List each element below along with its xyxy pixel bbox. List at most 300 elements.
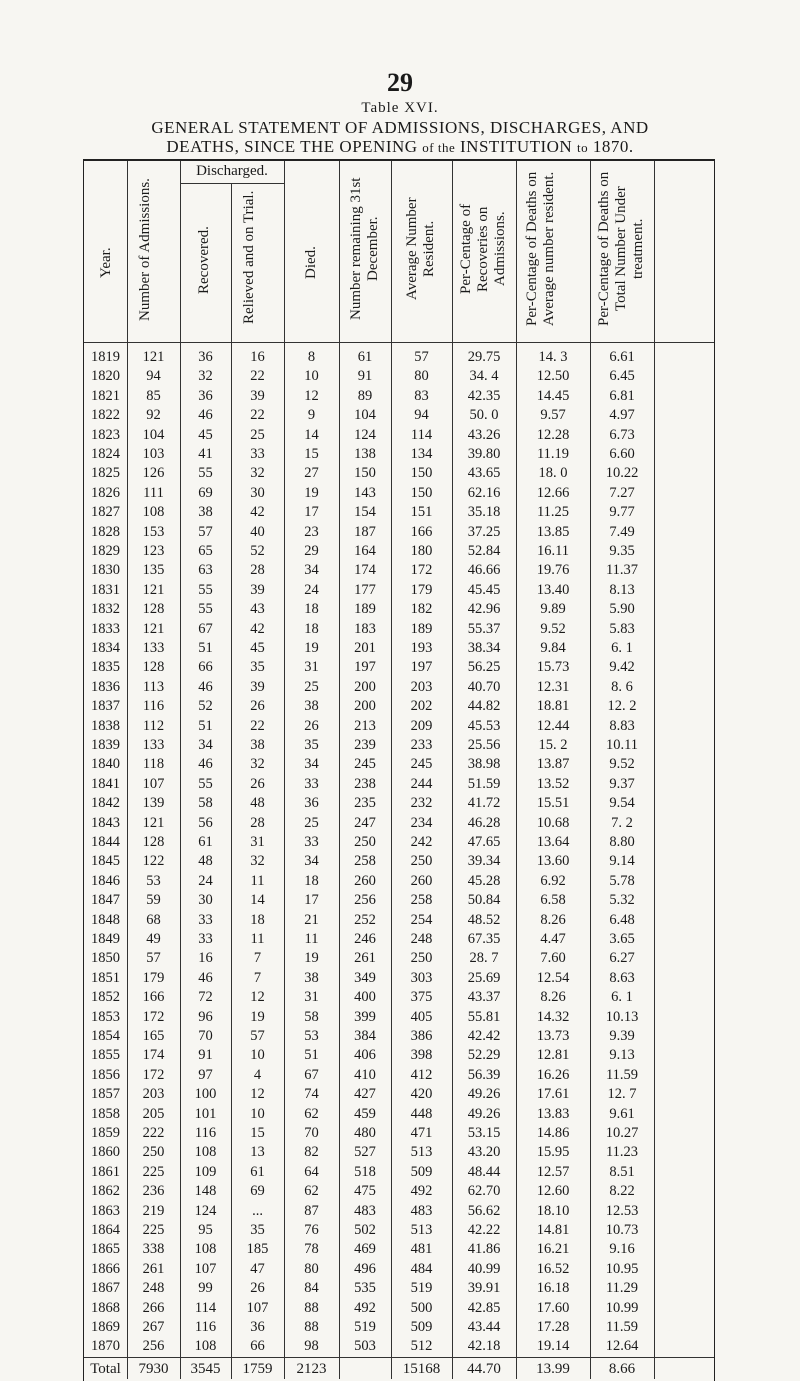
- cell-average-resident: 492: [410, 1183, 433, 1200]
- cell-remaining: 252: [354, 911, 376, 928]
- cell-average-resident: 134: [410, 446, 433, 462]
- cell-relieved: 12: [250, 1086, 265, 1103]
- table-row: [84, 1220, 714, 1240]
- cell-pct-deaths-total: 12.53: [605, 1202, 639, 1219]
- cell-pct-deaths-total: 9.77: [609, 504, 635, 521]
- cell-died: 80: [304, 1260, 319, 1277]
- cell-died: 36: [304, 795, 319, 812]
- cell-pct-deaths-total: 9.52: [609, 756, 635, 773]
- cell-pct-deaths-total: 11.29: [605, 1280, 639, 1297]
- cell-recovered: 124: [194, 1202, 217, 1219]
- cell-pct-deaths-total: 8.80: [609, 834, 635, 850]
- cell-pct-recoveries: 49.26: [467, 1086, 501, 1103]
- cell-remaining: 527: [354, 1144, 376, 1161]
- cell-recovered: 41: [198, 446, 213, 462]
- cell-remaining: 247: [354, 814, 376, 831]
- table-heading-line2: [20, 138, 780, 155]
- total-cell-average-resident: 15168: [402, 1361, 441, 1377]
- cell-relieved: 16: [250, 349, 265, 365]
- cell-pct-recoveries: 25.56: [467, 737, 501, 753]
- cell-pct-deaths-total: 11.59: [605, 1066, 639, 1083]
- cell-pct-deaths-total: 10.73: [605, 1222, 639, 1238]
- cell-relieved: 69: [250, 1183, 265, 1200]
- cell-relieved: 28: [250, 562, 265, 579]
- cell-relieved: 33: [250, 446, 265, 462]
- cell-admissions: 122: [142, 853, 165, 870]
- cell-admissions: 68: [146, 911, 161, 928]
- cell-remaining: 400: [354, 989, 376, 1006]
- cell-pct-deaths-average: 6.92: [540, 872, 566, 889]
- cell-died: 34: [304, 562, 319, 579]
- cell-died: 14: [304, 426, 319, 443]
- cell-pct-recoveries: 52.29: [467, 1047, 501, 1064]
- table-row: [84, 502, 714, 522]
- cell-year: 1863: [91, 1202, 120, 1219]
- total-row: [84, 1359, 714, 1379]
- cell-average-resident: 303: [410, 969, 433, 986]
- cell-average-resident: 448: [410, 1105, 433, 1122]
- cell-pct-recoveries: 37.25: [467, 523, 501, 540]
- cell-pct-deaths-average: 16.26: [536, 1066, 570, 1083]
- cell-average-resident: 405: [410, 1008, 433, 1025]
- cell-died: 10: [304, 368, 319, 385]
- cell-admissions: 85: [146, 387, 161, 404]
- table-label-text: Table XVI.: [361, 100, 439, 116]
- cell-remaining: 213: [354, 717, 376, 734]
- cell-pct-deaths-average: 15.95: [536, 1144, 570, 1161]
- cell-relieved: 13: [250, 1144, 265, 1161]
- header-pct-recoveries: Per-Centage of Recoveries on Admissions.: [458, 203, 508, 295]
- cell-recovered: 24: [198, 872, 213, 889]
- cell-remaining: 483: [354, 1202, 376, 1219]
- cell-pct-recoveries: 53.15: [467, 1125, 501, 1141]
- total-cell-pct-recoveries: 44.70: [467, 1361, 501, 1377]
- cell-pct-deaths-average: 13.40: [536, 581, 570, 598]
- cell-pct-recoveries: 35.18: [467, 504, 501, 521]
- cell-pct-recoveries: 55.37: [467, 620, 501, 637]
- cell-relieved: 42: [250, 504, 265, 521]
- cell-admissions: 222: [142, 1125, 165, 1141]
- cell-relieved: 36: [250, 1319, 265, 1335]
- cell-admissions: 108: [142, 504, 165, 521]
- cell-admissions: 118: [142, 756, 165, 773]
- header-rule: [84, 342, 714, 343]
- cell-average-resident: 166: [410, 523, 433, 540]
- cell-pct-deaths-total: 6.73: [609, 426, 635, 443]
- cell-remaining: 189: [354, 601, 376, 618]
- cell-year: 1862: [91, 1183, 120, 1200]
- cell-relieved: 7: [253, 969, 262, 986]
- cell-died: 25: [304, 814, 319, 831]
- cell-pct-deaths-average: 6.58: [540, 892, 566, 909]
- table-row: [84, 1142, 714, 1162]
- table-row: [84, 948, 714, 968]
- cell-pct-deaths-total: 10.95: [605, 1260, 639, 1277]
- cell-pct-deaths-average: 16.11: [536, 543, 570, 559]
- cell-pct-recoveries: 43.37: [467, 989, 501, 1006]
- cell-year: 1835: [91, 659, 120, 676]
- cell-recovered: 36: [198, 387, 213, 404]
- cell-average-resident: 513: [410, 1222, 433, 1238]
- cell-admissions: 59: [146, 892, 161, 909]
- cell-average-resident: 180: [410, 543, 433, 559]
- cell-average-resident: 250: [410, 950, 433, 967]
- table-row: [84, 405, 714, 425]
- cell-pct-deaths-average: 13.64: [536, 834, 570, 850]
- cell-died: 98: [304, 1338, 319, 1355]
- cell-recovered: 99: [198, 1280, 213, 1297]
- cell-pct-recoveries: 56.25: [467, 659, 501, 676]
- cell-pct-deaths-total: 6.61: [609, 349, 635, 365]
- header-recovered: Recovered.: [196, 226, 212, 294]
- cell-pct-deaths-total: 10.22: [605, 465, 639, 482]
- cell-admissions: 111: [143, 484, 164, 501]
- cell-died: 18: [304, 872, 319, 889]
- cell-pct-deaths-total: 8.63: [609, 969, 635, 986]
- cell-died: 33: [304, 775, 319, 792]
- cell-year: 1820: [91, 368, 120, 385]
- cell-pct-deaths-average: 14.32: [536, 1008, 570, 1025]
- cell-died: 8: [307, 349, 316, 365]
- table-row: [84, 1278, 714, 1298]
- cell-admissions: 236: [142, 1183, 165, 1200]
- table-row: [84, 1298, 714, 1318]
- cell-died: 31: [304, 659, 319, 676]
- cell-year: 1842: [91, 795, 120, 812]
- header-died: Died.: [303, 246, 319, 280]
- cell-pct-recoveries: 43.44: [467, 1319, 501, 1335]
- cell-pct-deaths-total: 3.65: [609, 931, 635, 947]
- cell-year: 1845: [91, 853, 120, 870]
- cell-pct-deaths-average: 8.26: [540, 911, 566, 928]
- cell-recovered: 108: [194, 1144, 217, 1161]
- cell-died: 33: [304, 834, 319, 850]
- cell-pct-deaths-average: 14.45: [536, 387, 570, 404]
- cell-died: 84: [304, 1280, 319, 1297]
- cell-average-resident: 83: [414, 387, 429, 404]
- header-year: Year.: [98, 247, 114, 279]
- cell-recovered: 114: [194, 1299, 217, 1316]
- cell-recovered: 34: [198, 737, 213, 753]
- table-row: [84, 1201, 714, 1221]
- cell-admissions: 121: [142, 349, 165, 365]
- cell-pct-deaths-total: 6.81: [609, 387, 635, 404]
- cell-average-resident: 233: [410, 737, 433, 753]
- cell-relieved: 26: [250, 1280, 265, 1297]
- cell-year: 1861: [91, 1163, 120, 1180]
- cell-pct-deaths-total: 8.13: [609, 581, 635, 598]
- cell-died: 67: [304, 1066, 319, 1083]
- cell-year: 1860: [91, 1144, 120, 1161]
- cell-died: 23: [304, 523, 319, 540]
- cell-recovered: 58: [198, 795, 213, 812]
- cell-pct-deaths-average: 16.52: [536, 1260, 570, 1277]
- header-remaining: Number remaining 31st December.: [348, 177, 381, 321]
- cell-pct-deaths-total: 11.59: [605, 1319, 639, 1335]
- cell-admissions: 267: [142, 1319, 165, 1335]
- cell-pct-deaths-total: 9.37: [609, 775, 635, 792]
- cell-year: 1833: [91, 620, 120, 637]
- cell-pct-deaths-total: 7.49: [609, 523, 635, 540]
- table-row: [84, 1239, 714, 1259]
- cell-average-resident: 260: [410, 872, 433, 889]
- cell-pct-recoveries: 67.35: [467, 931, 501, 947]
- cell-died: 62: [304, 1105, 319, 1122]
- cell-relieved: 40: [250, 523, 265, 540]
- cell-died: 21: [304, 911, 319, 928]
- cell-admissions: 135: [142, 562, 165, 579]
- cell-pct-deaths-average: 12.54: [536, 969, 570, 986]
- cell-recovered: 36: [198, 349, 213, 365]
- cell-average-resident: 512: [410, 1338, 433, 1355]
- cell-average-resident: 209: [410, 717, 433, 734]
- cell-died: 74: [304, 1086, 319, 1103]
- cell-pct-deaths-total: 5.32: [609, 892, 635, 909]
- table-row: [84, 832, 714, 852]
- cell-admissions: 219: [142, 1202, 165, 1219]
- cell-pct-deaths-average: 12.57: [536, 1163, 570, 1180]
- cell-pct-recoveries: 47.65: [467, 834, 501, 850]
- cell-remaining: 245: [354, 756, 376, 773]
- cell-pct-recoveries: 42.42: [467, 1028, 501, 1044]
- cell-admissions: 107: [142, 775, 165, 792]
- table-row: [84, 1181, 714, 1201]
- cell-average-resident: 500: [410, 1299, 433, 1316]
- cell-year: 1870: [91, 1338, 120, 1355]
- cell-relieved: 47: [250, 1260, 265, 1277]
- table-row: [84, 386, 714, 406]
- cell-relieved: 22: [250, 368, 265, 385]
- cell-pct-deaths-total: 12. 2: [607, 698, 637, 715]
- cell-recovered: 46: [198, 969, 213, 986]
- cell-relieved: 10: [250, 1105, 265, 1122]
- cell-admissions: 225: [142, 1163, 165, 1180]
- cell-pct-deaths-total: 11.37: [605, 562, 639, 579]
- cell-admissions: 261: [142, 1260, 165, 1277]
- cell-died: 12: [304, 387, 319, 404]
- table-row: [84, 1162, 714, 1182]
- cell-average-resident: 398: [410, 1047, 433, 1064]
- cell-pct-recoveries: 39.34: [467, 853, 501, 870]
- cell-pct-deaths-total: 7. 2: [611, 814, 633, 831]
- cell-pct-deaths-total: 9.35: [609, 543, 635, 559]
- cell-remaining: 197: [354, 659, 376, 676]
- cell-died: 27: [304, 465, 319, 482]
- cell-year: 1837: [91, 698, 120, 715]
- cell-pct-deaths-average: 8.26: [540, 989, 566, 1006]
- cell-year: 1832: [91, 601, 120, 618]
- cell-died: 38: [304, 698, 319, 715]
- cell-pct-deaths-total: 8.83: [609, 717, 635, 734]
- cell-pct-deaths-average: 18.81: [536, 698, 570, 715]
- table-row: [84, 425, 714, 445]
- cell-relieved: 4: [253, 1066, 262, 1083]
- discharged-rule: [180, 183, 284, 184]
- cell-average-resident: 57: [414, 349, 429, 365]
- cell-year: 1851: [91, 969, 120, 986]
- cell-recovered: 100: [194, 1086, 217, 1103]
- cell-average-resident: 250: [410, 853, 433, 870]
- cell-relieved: 25: [250, 426, 265, 443]
- cell-pct-recoveries: 48.44: [467, 1163, 501, 1180]
- cell-pct-deaths-total: 9.39: [609, 1028, 635, 1044]
- table-row: [84, 599, 714, 619]
- cell-pct-recoveries: 44.82: [467, 698, 501, 715]
- cell-died: 18: [304, 601, 319, 618]
- cell-admissions: 92: [146, 407, 161, 424]
- cell-pct-recoveries: 42.85: [467, 1299, 501, 1316]
- cell-remaining: 260: [354, 872, 376, 889]
- cell-pct-deaths-total: 6.45: [609, 368, 635, 385]
- cell-admissions: 123: [142, 543, 165, 559]
- cell-average-resident: 193: [410, 640, 433, 656]
- cell-average-resident: 481: [410, 1241, 433, 1258]
- cell-pct-deaths-total: 6. 1: [611, 989, 633, 1006]
- cell-recovered: 65: [198, 543, 213, 559]
- cell-average-resident: 412: [410, 1066, 433, 1083]
- table-row: [84, 1065, 714, 1085]
- cell-remaining: 235: [354, 795, 376, 812]
- cell-pct-recoveries: 42.18: [467, 1338, 501, 1355]
- cell-recovered: 33: [198, 911, 213, 928]
- cell-recovered: 55: [198, 775, 213, 792]
- cell-admissions: 248: [142, 1280, 165, 1297]
- cell-pct-deaths-average: 14.86: [536, 1125, 570, 1141]
- cell-remaining: 503: [354, 1338, 376, 1355]
- cell-recovered: 107: [194, 1260, 217, 1277]
- cell-admissions: 133: [142, 640, 165, 656]
- total-cell-year: Total: [90, 1361, 121, 1377]
- cell-pct-deaths-average: 7.60: [540, 950, 566, 967]
- table-row: [84, 910, 714, 930]
- cell-recovered: 109: [194, 1163, 217, 1180]
- cell-admissions: 133: [142, 737, 165, 753]
- cell-relieved: 28: [250, 814, 265, 831]
- cell-pct-deaths-average: 12.28: [536, 426, 570, 443]
- cell-pct-deaths-total: 5.90: [609, 601, 635, 618]
- cell-pct-recoveries: 42.35: [467, 387, 501, 404]
- cell-year: 1853: [91, 1008, 120, 1025]
- table-row: [84, 1045, 714, 1065]
- heading-line2-small: of the: [422, 140, 456, 155]
- cell-admissions: 128: [142, 834, 165, 850]
- cell-recovered: 101: [194, 1105, 217, 1122]
- cell-pct-deaths-total: 6. 1: [611, 640, 633, 656]
- header-pct-deaths-total: Per-Centage of Deaths on Total Number Under treatment.: [596, 171, 646, 327]
- cell-pct-recoveries: 49.26: [467, 1105, 501, 1122]
- cell-average-resident: 234: [410, 814, 433, 831]
- cell-pct-recoveries: 48.52: [467, 911, 501, 928]
- cell-pct-deaths-total: 6.60: [609, 446, 635, 462]
- cell-relieved: 66: [250, 1338, 265, 1355]
- cell-recovered: 97: [198, 1066, 213, 1083]
- cell-average-resident: 114: [410, 426, 433, 443]
- cell-year: 1869: [91, 1319, 120, 1335]
- cell-remaining: 61: [357, 349, 373, 365]
- cell-year: 1849: [91, 931, 120, 947]
- cell-recovered: 48: [198, 853, 213, 870]
- cell-pct-deaths-average: 16.21: [536, 1241, 570, 1258]
- total-rule: [84, 1357, 714, 1358]
- cell-relieved: 19: [250, 1008, 265, 1025]
- cell-remaining: 200: [354, 698, 376, 715]
- cell-relieved: 42: [250, 620, 265, 637]
- cell-year: 1855: [91, 1047, 120, 1064]
- cell-year: 1867: [91, 1280, 120, 1297]
- cell-average-resident: 150: [410, 484, 433, 501]
- cell-admissions: 179: [142, 969, 165, 986]
- cell-recovered: 55: [198, 601, 213, 618]
- cell-recovered: 51: [198, 717, 213, 734]
- cell-pct-deaths-average: 19.76: [536, 562, 570, 579]
- table-row: [84, 541, 714, 561]
- cell-pct-recoveries: 41.72: [467, 795, 501, 812]
- cell-remaining: 91: [357, 368, 373, 385]
- cell-pct-deaths-average: 9.57: [540, 407, 566, 424]
- cell-pct-deaths-total: 6.48: [609, 911, 635, 928]
- table-row: [84, 1026, 714, 1046]
- cell-pct-deaths-total: 5.83: [609, 620, 635, 637]
- cell-recovered: 45: [198, 426, 213, 443]
- cell-remaining: 256: [354, 892, 376, 909]
- cell-died: 82: [304, 1144, 319, 1161]
- cell-died: 18: [304, 620, 319, 637]
- cell-average-resident: 179: [410, 581, 433, 598]
- cell-pct-recoveries: 29.75: [467, 349, 501, 365]
- cell-relieved: 45: [250, 640, 265, 656]
- table-row: [84, 813, 714, 833]
- cell-year: 1852: [91, 989, 120, 1006]
- cell-remaining: 502: [354, 1222, 376, 1238]
- cell-pct-deaths-average: 18. 0: [538, 465, 568, 482]
- table-row: [84, 522, 714, 542]
- cell-remaining: 174: [354, 562, 376, 579]
- cell-recovered: 57: [198, 523, 213, 540]
- heading-line2-small2: to: [576, 140, 589, 155]
- cell-average-resident: 242: [410, 834, 433, 850]
- cell-relieved: 30: [250, 484, 265, 501]
- cell-pct-deaths-average: 16.18: [536, 1280, 570, 1297]
- table-row: [84, 1123, 714, 1143]
- cell-pct-recoveries: 42.96: [467, 601, 501, 618]
- cell-died: 88: [304, 1299, 319, 1316]
- cell-admissions: 153: [142, 523, 165, 540]
- cell-died: 11: [304, 931, 319, 947]
- cell-year: 1819: [91, 349, 120, 365]
- cell-remaining: 496: [354, 1260, 376, 1277]
- cell-died: 70: [304, 1125, 319, 1141]
- cell-relieved: 38: [250, 737, 265, 753]
- cell-died: 34: [304, 756, 319, 773]
- cell-pct-deaths-average: 18.10: [536, 1202, 570, 1219]
- cell-pct-deaths-total: 9.14: [609, 853, 635, 870]
- table-row: [84, 871, 714, 891]
- cell-died: 17: [304, 504, 319, 521]
- table-row: [84, 657, 714, 677]
- cell-pct-deaths-average: 15.73: [536, 659, 570, 676]
- cell-year: 1843: [91, 814, 120, 831]
- table-row: [84, 1259, 714, 1279]
- cell-admissions: 53: [146, 872, 161, 889]
- cell-pct-deaths-average: 15. 2: [538, 737, 568, 753]
- cell-average-resident: 509: [410, 1163, 433, 1180]
- cell-remaining: 250: [354, 834, 376, 850]
- total-cell-pct-deaths-total: 8.66: [608, 1361, 636, 1377]
- cell-relieved: 39: [250, 387, 265, 404]
- cell-pct-deaths-average: 9.52: [540, 620, 566, 637]
- table-label: [0, 100, 800, 117]
- cell-year: 1838: [91, 717, 120, 734]
